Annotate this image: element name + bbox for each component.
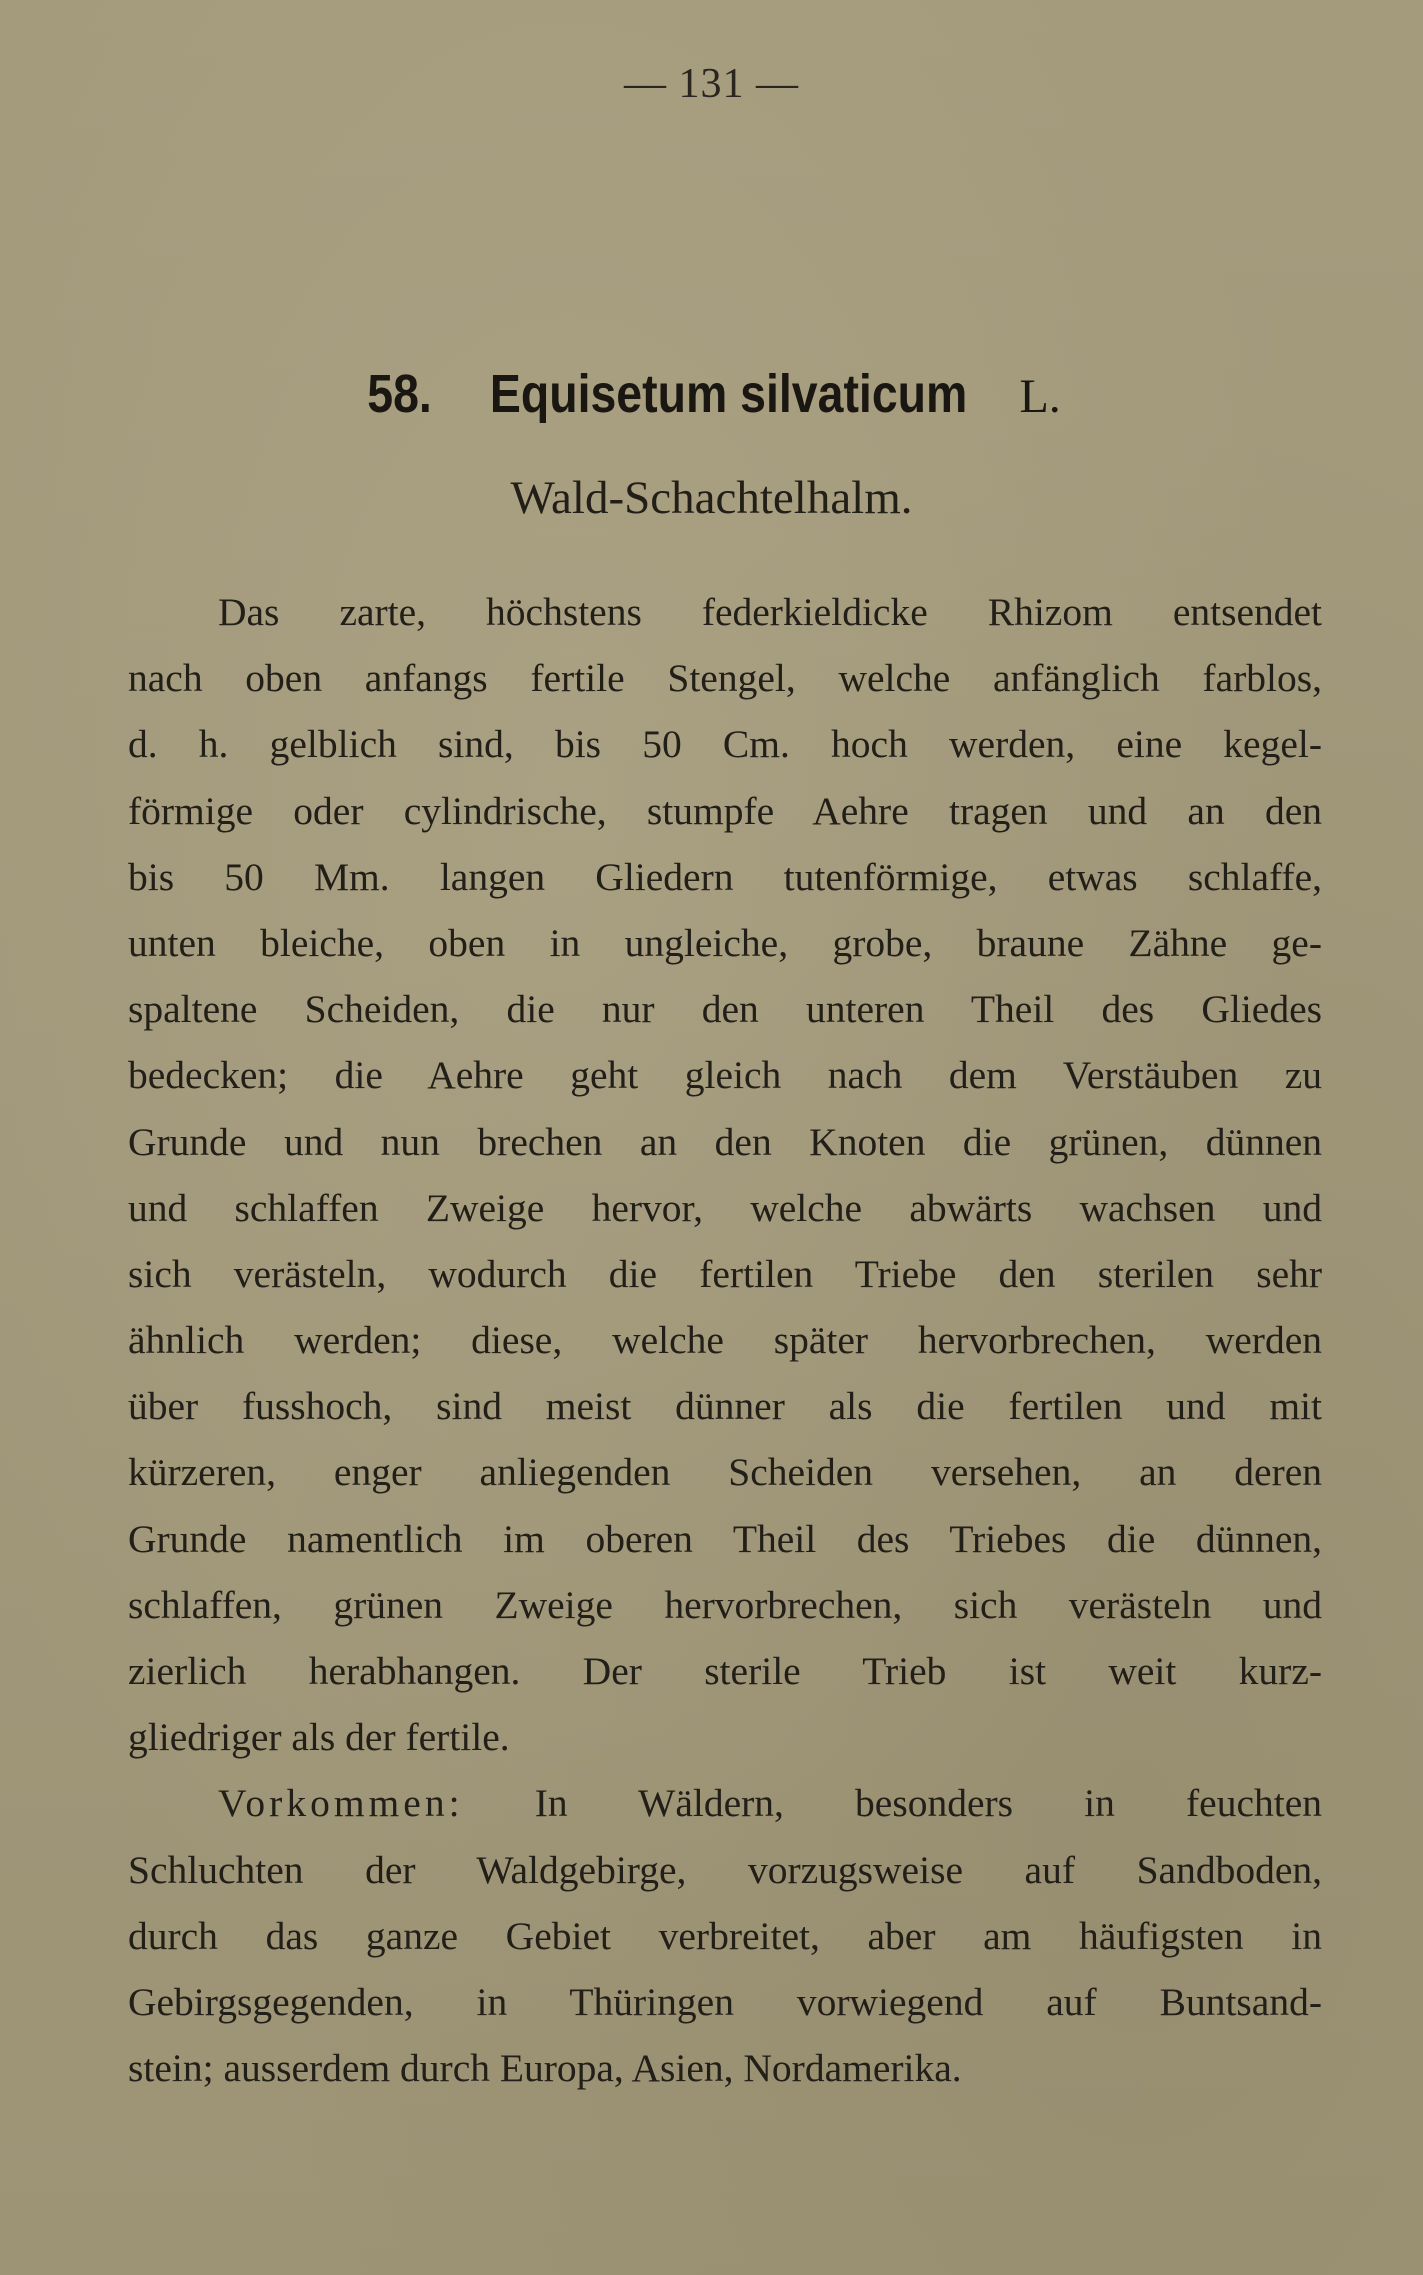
species-number: 58.: [367, 364, 433, 424]
page-number: — 131 —: [624, 61, 799, 107]
text-line: unten bleiche, oben in ungleiche, grobe, braune Zähne ge-: [128, 920, 1322, 965]
text-line: Grunde und nun brechen an den Knoten die grünen, dünnen: [128, 1119, 1322, 1164]
occurrence-first-line-text: In Wäldern, besonders in feuchten: [534, 1781, 1322, 1826]
text-line: durch das ganze Gebiet verbreitet, aber am häufigsten in: [128, 1913, 1322, 1958]
species-heading: [0, 362, 1423, 429]
text-line: stein; ausserdem durch Europa, Asien, Nordamerika.: [128, 2046, 962, 2091]
text-line: schlaffen, grünen Zweige hervorbrechen, sich verästeln und: [128, 1582, 1322, 1627]
text-line: sich verästeln, wodurch die fertilen Triebe den sterilen sehr: [128, 1251, 1322, 1296]
text-line: ähnlich werden; diese, welche später hervorbrechen, werden: [128, 1318, 1322, 1363]
text-line: bis 50 Mm. langen Gliedern tutenförmige, etwas schlaffe,: [128, 854, 1322, 899]
text-line: bedecken; die Aehre geht gleich nach dem Verstäuben zu: [128, 1053, 1322, 1098]
text-line: Grunde namentlich im oberen Theil des Triebes die dünnen,: [128, 1516, 1322, 1561]
text-line: über fusshoch, sind meist dünner als die fertilen und mit: [128, 1384, 1322, 1429]
text-line: nach oben anfangs fertile Stengel, welche anfänglich farblos,: [128, 656, 1322, 701]
species-common-name: Wald-Schachtelhalm.: [510, 472, 913, 524]
species-author: L.: [1019, 370, 1061, 423]
text-line: kürzeren, enger anliegenden Scheiden versehen, an deren: [128, 1450, 1322, 1495]
description-block: [128, 579, 1322, 2101]
text-line: Gebirgsgegenden, in Thüringen vorwiegend auf Buntsand-: [128, 1979, 1322, 2024]
occurrence-label: Vorkommen:: [218, 1781, 464, 1826]
text-line: d. h. gelblich sind, bis 50 Cm. hoch werden, eine kegel-: [128, 722, 1322, 767]
text-line: Das zarte, höchstens federkieldicke Rhizom entsendet: [218, 590, 1322, 634]
text-line: Schluchten der Waldgebirge, vorzugsweise auf Sandboden,: [128, 1847, 1322, 1892]
text-line: spaltene Scheiden, die nur den unteren Theil des Gliedes: [128, 987, 1322, 1032]
text-line: zierlich herabhangen. Der sterile Trieb ist weit kurz-: [128, 1649, 1322, 1693]
text-line: förmige oder cylindrische, stumpfe Aehre tragen und an den: [128, 788, 1322, 833]
text-line: und schlaffen Zweige hervor, welche abwärts wachsen und: [128, 1185, 1322, 1230]
species-latin-name: Equisetum silvaticum: [489, 364, 968, 424]
occurrence-first-line: [128, 1770, 1322, 1836]
text-line: gliedriger als der fertile.: [128, 1715, 510, 1760]
